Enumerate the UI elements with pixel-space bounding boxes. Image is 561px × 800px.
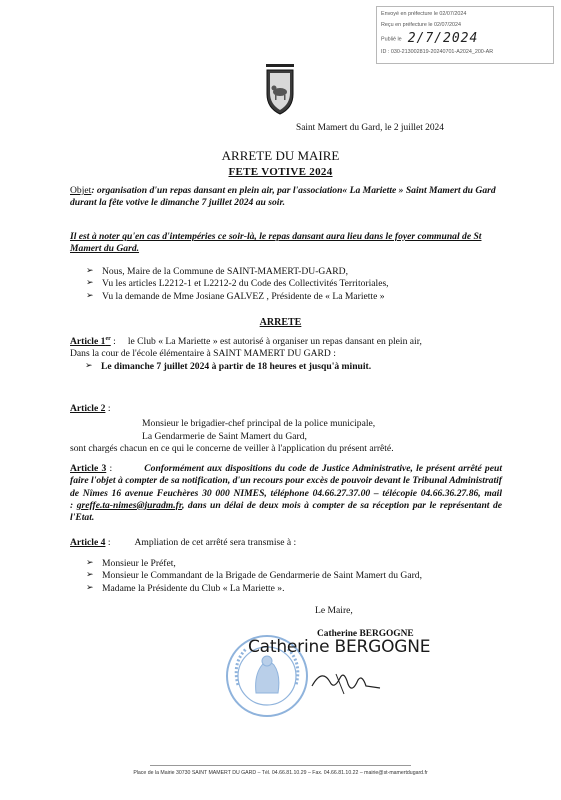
article-2-line2: La Gendarmerie de Saint Mamert du Gard, xyxy=(142,430,307,442)
weather-note: Il est à noter qu'en cas d'intempéries ce soir-là, le repas dansant aura lieu dans le foyer communal de St Mamert du Gard. xyxy=(70,231,482,255)
list-item: ➢ Monsieur le Commandant de la Brigade de Gendarmerie de Saint Mamert du Gard, xyxy=(86,570,422,582)
objet-paragraph xyxy=(70,185,500,210)
handwritten-signature xyxy=(310,664,390,698)
article-2-line3: sont chargés chacun en ce qui le concerne de veiller à l'application du présent arrêté. xyxy=(70,442,394,454)
footer xyxy=(0,770,561,777)
place-date: Saint Mamert du Gard, le 2 juillet 2024 xyxy=(296,123,444,133)
list-item: ➢ Madame la Présidente du Club « La Mariette ». xyxy=(86,582,285,594)
signatory-stamp: Catherine BERGOGNE xyxy=(248,637,431,657)
stamp-id: ID : 030-213002819-20240701-A2024_200-AR xyxy=(381,49,494,55)
article-1-text: le Club « La Mariette » est autorisé à organiser un repas dansant en plein air, xyxy=(127,336,422,348)
article-2-line1: Monsieur le brigadier-chef principal de la police municipale, xyxy=(142,418,376,430)
stamp-published: Publié le 2/7/2024 xyxy=(381,31,479,46)
article-2-label: Article 2 xyxy=(70,403,106,414)
arrow-bullet-icon: ➢ xyxy=(85,360,93,371)
article-1-label: Article 1er xyxy=(70,336,111,348)
prefecture-stamp xyxy=(376,6,554,64)
arrow-bullet-icon: ➢ xyxy=(86,570,94,581)
stamp-published-handwritten: 2/7/2024 xyxy=(407,31,479,46)
town-crest-logo xyxy=(262,64,298,116)
article-3-label: Article 3 xyxy=(70,463,107,474)
article-1-location: Dans la cour de l'école élémentaire à SAINT MAMERT DU GARD : xyxy=(70,348,336,360)
list-item: ➢ Vu la demande de Mme Josiane GALVEZ , Présidente de « La Mariette » xyxy=(86,290,385,302)
page-subtitle: FETE VOTIVE 2024 xyxy=(228,166,333,178)
footer-text: Place de la Mairie 30730 SAINT MAMERT DU GARD – Tél. 04.66.81.10.29 – Fax. 04.66.81.10.22 – mairie@st-mamertdugard.fr xyxy=(133,770,428,776)
arrow-bullet-icon: ➢ xyxy=(86,582,94,593)
article-3-text: Conformément aux dispositions du code de Justice Administrative, le présent arrêté peut faire l'objet à compter de sa notification, d'un recours pour excès de pouvoir devant le Tribunal Administratif de Nîmes 16 avenue Feuchères 30 000 NIMES, téléphone 04.66.27.37.00 – télécopie 04.66.36.27.86, mail : xyxy=(70,463,502,511)
list-item: ➢ Monsieur le Préfet, xyxy=(86,558,176,569)
arrete-heading: ARRETE xyxy=(259,317,302,328)
article-3-text-end: , dans un délai de deux mois à compter de sa réception par le représentant de l'Etat. xyxy=(70,499,502,524)
list-item: ➢ Nous, Maire de la Commune de SAINT-MAMERT-DU-GARD, xyxy=(86,266,348,277)
closing: Le Maire, xyxy=(315,605,353,616)
signatory-typed: Catherine BERGOGNE xyxy=(317,629,414,639)
objet-label: Objet xyxy=(70,185,92,196)
article-2: Article 2 : Monsieur le brigadier-chef principal de la police municipale, La Gendarmerie de Saint Mamert du Gard, sont chargés chacun en ce qui le concerne de veiller à l'application du présent arrêté. xyxy=(70,403,510,455)
stamp-received: Reçu en préfecture le 02/07/2024 xyxy=(381,22,462,28)
article-4-label: Article 4 xyxy=(70,537,106,548)
arrow-bullet-icon: ➢ xyxy=(86,278,94,289)
arrow-bullet-icon: ➢ xyxy=(86,290,94,301)
article-3-email-link[interactable]: greffe.ta-nimes@juradm.fr xyxy=(76,499,183,511)
arrow-bullet-icon: ➢ xyxy=(86,266,94,276)
objet-text: : organisation d'un repas dansant en plein air, par l'association« La Mariette » Saint Mamert du Gard durant la fête votive le dimanche 7 juillet 2024 au soir. xyxy=(70,185,496,209)
considerants-list xyxy=(86,266,506,303)
list-item: ➢ Le dimanche 7 juillet 2024 à partir de 18 heures et jusqu'à minuit. xyxy=(85,360,372,372)
stamp-sent: Envoyé en préfecture le 02/07/2024 xyxy=(381,11,467,17)
article-1: Article 1er : le Club « La Mariette » est autorisé à organiser un repas dansant en plein air, Dans la cour de l'école élémentaire à SAINT MAMERT DU GARD : ➢ Le dimanche 7 juillet 2024 à partir de 18 heures et jusqu'à minuit. xyxy=(70,336,510,373)
article-4-intro: Ampliation de cet arrêté sera transmise à : xyxy=(134,537,297,548)
page-title: ARRETE DU MAIRE xyxy=(221,148,340,163)
list-item: ➢ Vu les articles L2212-1 et L2212-2 du Code des Collectivités Territoriales, xyxy=(86,278,389,290)
arrow-bullet-icon: ➢ xyxy=(86,558,94,568)
article-4: Article 4 : Ampliation de cet arrêté sera transmise à : xyxy=(70,537,297,548)
article-3: Article 3 : Conformément aux dispositions du code de Justice Administrative, le présent arrêté peut faire l'objet à compter de sa notification, d'un recours pour excès de pouvoir devant le Tribunal Administratif de Nîmes 16 avenue Feuchères 30 000 NIMES, téléphone 04.66.27.37.00 – télécopie 04.66.36.27.86, mail : greffe.ta-nimes@juradm.fr, dans un délai de deux mois à compter de sa réception par le représentant de l'Etat. xyxy=(70,463,502,524)
ampliation-list xyxy=(86,558,526,595)
